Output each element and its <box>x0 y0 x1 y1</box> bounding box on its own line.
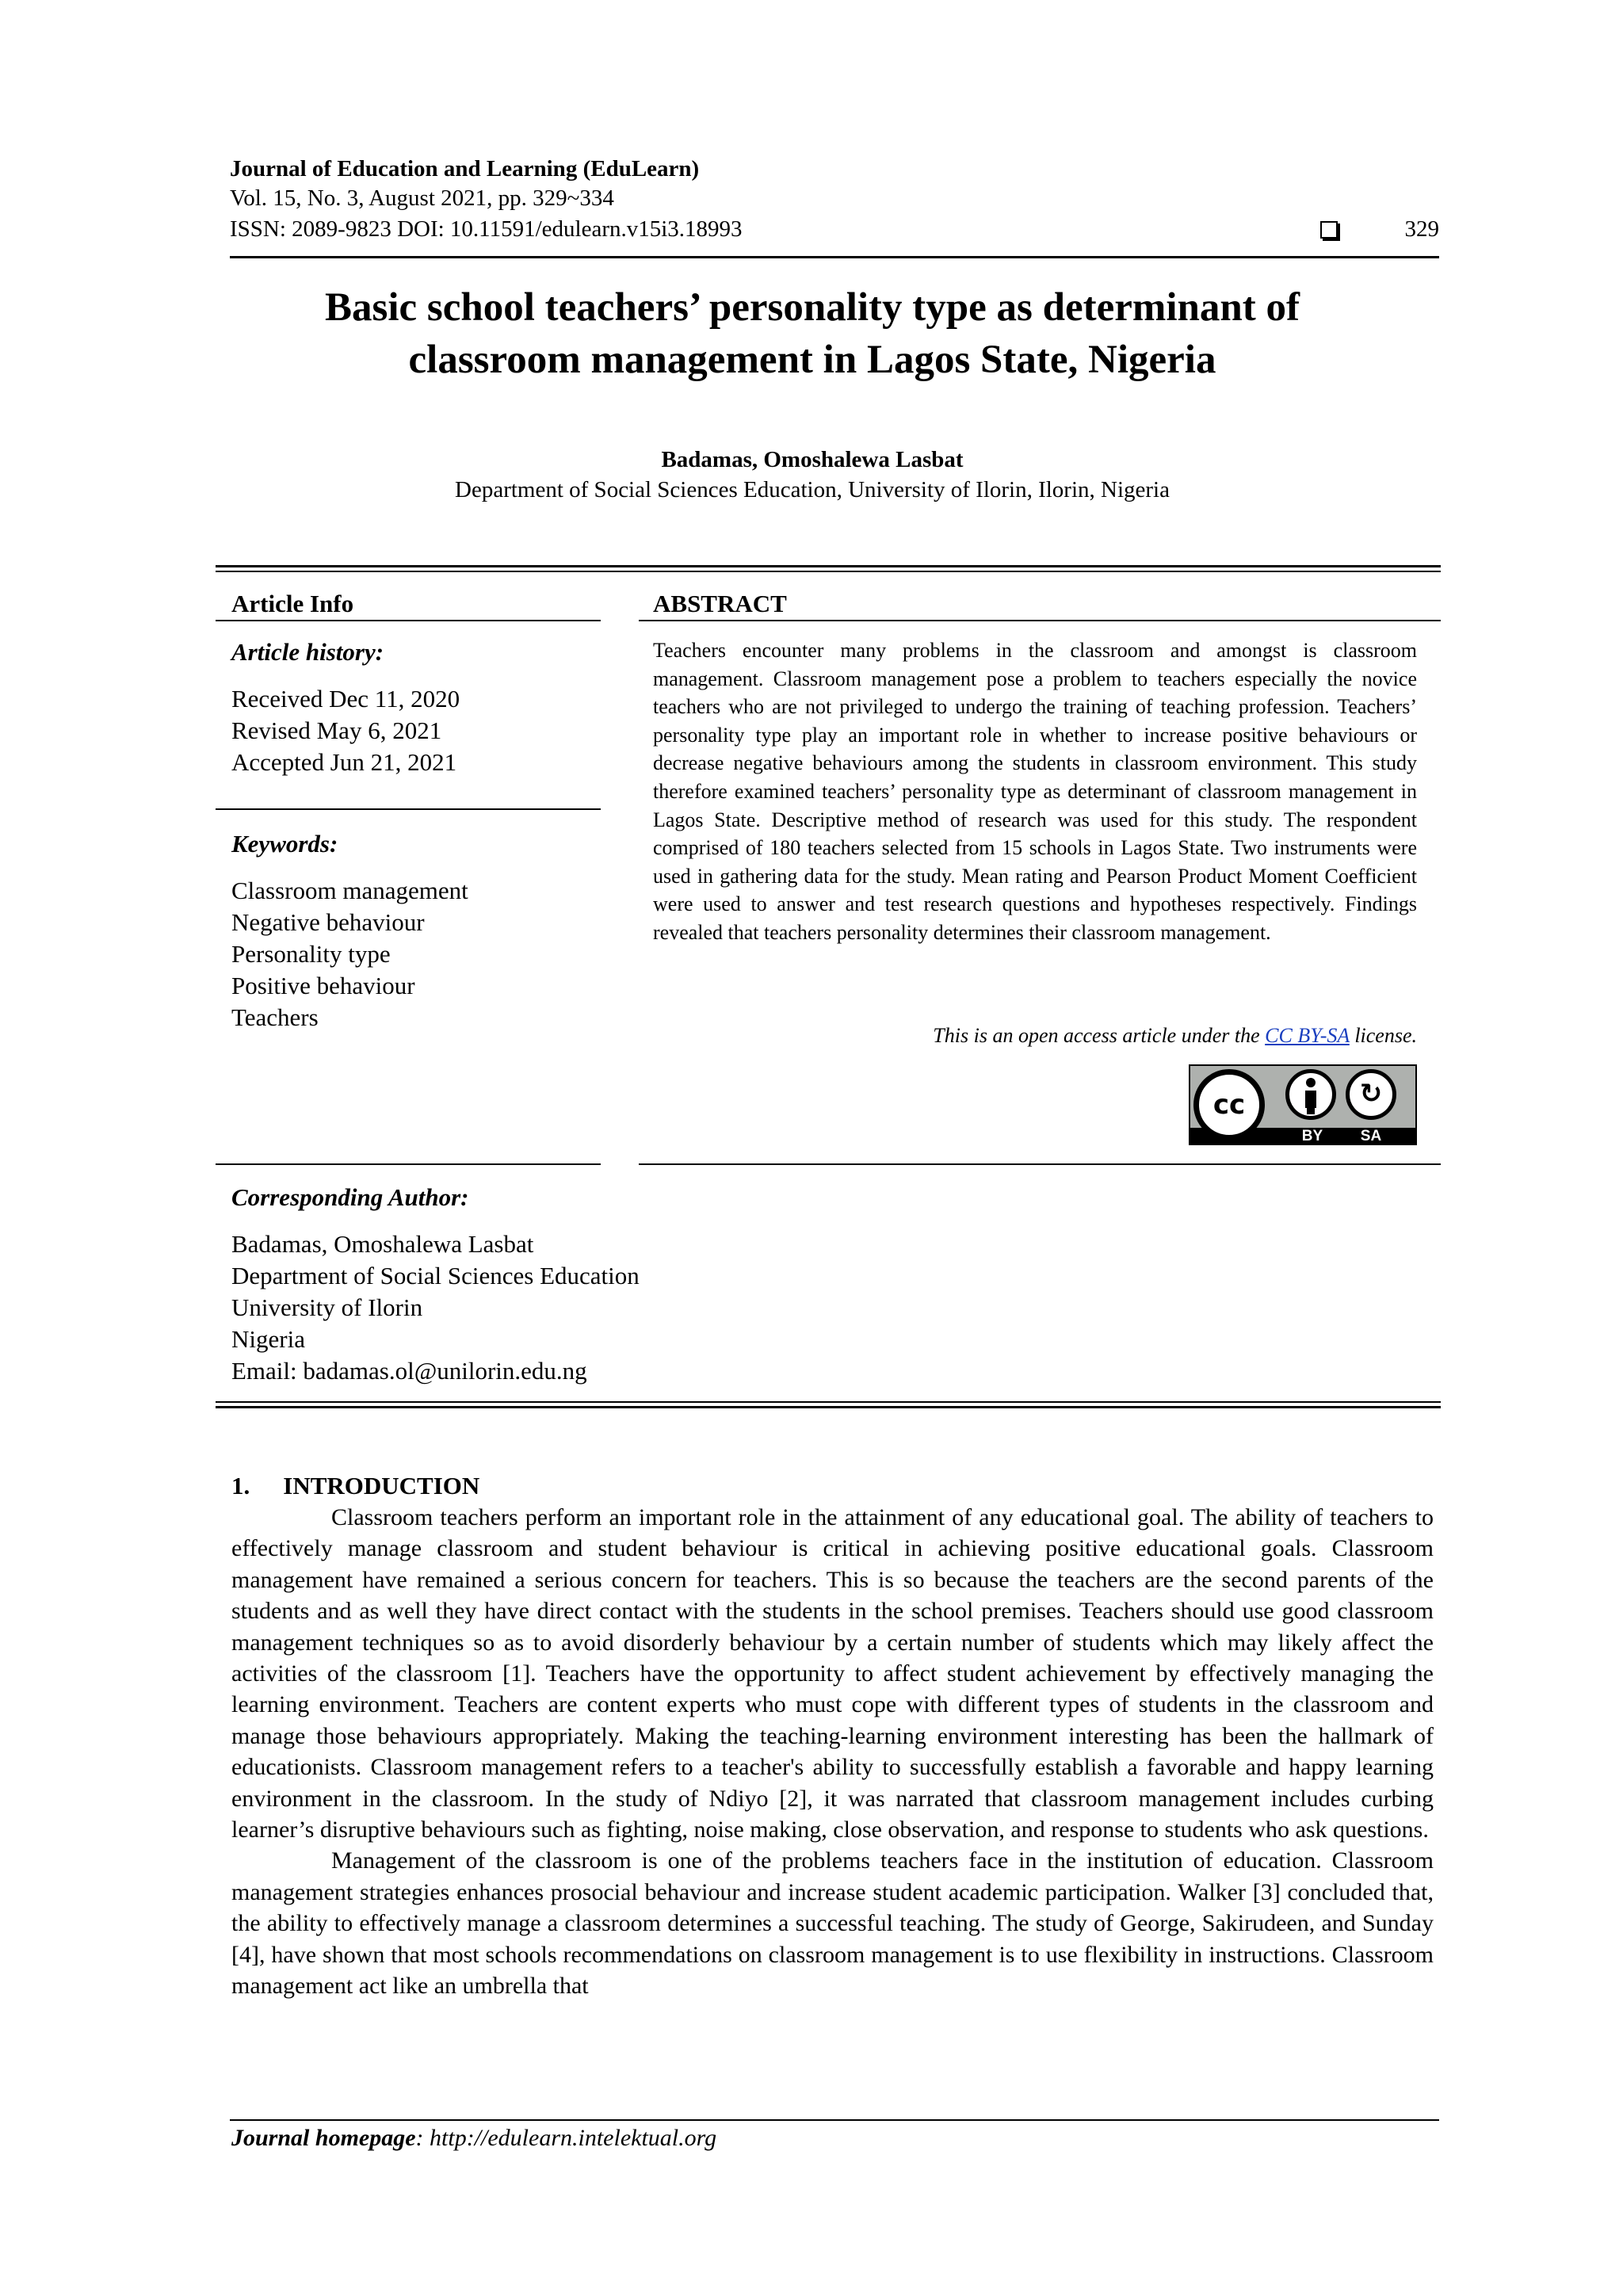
article-info-heading: Article Info <box>231 590 354 617</box>
article-info-bottom-rule <box>216 1163 601 1165</box>
cc-logo-icon: cc <box>1193 1069 1265 1140</box>
keywords-rule <box>216 808 601 810</box>
article-history-list <box>231 683 460 778</box>
abstract-text: Teachers encounter many problems in the classroom and amongst is classroom management. Classroom management pose a problem to teachers especially the novice teachers who are not privileged to undergo the training of teaching profession. Teachers’ personality type play an important role in whether to increase positive behaviours or decrease negative behaviours among the students in classroom environment. This study therefore examined teachers’ personality type as determinant of classroom management in Lagos State. Descriptive method of research was used for this study. The respondent comprised of 180 teachers selected from 15 schools in Lagos State. Two instruments were used in gathering data for the study. Mean rating and Pearson Product Moment Coefficient were used to answer and test research questions and hypotheses respectively. Findings revealed that teachers personality determines their classroom management. <box>653 639 1417 944</box>
abstract-bottom-rule <box>639 1163 1441 1165</box>
attribution-person-icon <box>1285 1069 1336 1120</box>
corresponding-university: University of Ilorin <box>231 1293 423 1321</box>
title-line-2: classroom management in Lagos State, Nigeria <box>408 338 1216 382</box>
corresponding-country: Nigeria <box>231 1325 305 1353</box>
corresponding-author-heading: Corresponding Author: <box>231 1183 469 1211</box>
info-box-top-rule-inner <box>216 571 1441 572</box>
license-prefix: This is an open access article under the <box>933 1024 1266 1047</box>
section-title: INTRODUCTION <box>283 1472 480 1499</box>
section-heading-introduction <box>231 1470 479 1502</box>
homepage-label: Journal homepage <box>231 2125 416 2151</box>
article-info-rule <box>216 620 601 621</box>
body-paragraph: Management of the classroom is one of the problems teachers face in the institution of education. Classroom management strategies enhances prosocial behaviour and increase student academic participation. Walker [3] concluded that, the ability to effectively manage a classroom determines a successful teaching. The study of George, Sakirudeen, and Sunday [4], have shown that most schools recommendations on classroom management is to use flexibility in instructions. Classroom management act like an umbrella that <box>231 1847 1434 2000</box>
author-name: Badamas, Omoshalewa Lasbat <box>661 447 964 472</box>
introduction-body <box>231 1502 1434 2002</box>
journal-homepage <box>231 2124 716 2153</box>
history-revised: Revised May 6, 2021 <box>231 716 442 744</box>
article-history-heading: Article history: <box>231 638 384 666</box>
corresponding-author-details <box>231 1228 640 1387</box>
keyword-item: Negative behaviour <box>231 908 425 936</box>
volume-info: Vol. 15, No. 3, August 2021, pp. 329~334 <box>230 185 614 211</box>
license-link[interactable]: CC BY-SA <box>1265 1024 1350 1047</box>
keyword-item: Teachers <box>231 1003 319 1031</box>
badge-sa-label: SA <box>1360 1128 1382 1144</box>
corresponding-email: Email: badamas.ol@unilorin.edu.ng <box>231 1357 587 1385</box>
keyword-item: Positive behaviour <box>231 972 415 999</box>
paper-title <box>230 281 1395 386</box>
license-statement <box>653 1022 1417 1049</box>
info-box-top-rule <box>216 565 1441 567</box>
header-rule <box>230 256 1439 258</box>
journal-name: Journal of Education and Learning (EduLearn) <box>230 156 700 181</box>
issn-doi: ISSN: 2089-9823 DOI: 10.11591/edulearn.v15i3.18993 <box>230 216 743 242</box>
author-affiliation: Department of Social Sciences Education, University of Ilorin, Ilorin, Nigeria <box>455 477 1170 502</box>
keyword-item: Personality type <box>231 940 391 968</box>
homepage-separator: : <box>415 2125 430 2151</box>
cc-by-sa-badge[interactable] <box>1189 1064 1417 1145</box>
corresponding-name: Badamas, Omoshalewa Lasbat <box>231 1230 534 1258</box>
corresponding-department: Department of Social Sciences Education <box>231 1262 640 1289</box>
keywords-list <box>231 875 468 1033</box>
abstract-rule <box>639 620 1441 621</box>
section-number: 1. <box>231 1472 250 1499</box>
homepage-url[interactable]: http://edulearn.intelektual.org <box>430 2125 717 2151</box>
keywords-heading: Keywords: <box>231 830 338 858</box>
share-alike-icon: ↻ <box>1346 1069 1396 1120</box>
checkbox-square-icon <box>1320 221 1338 239</box>
page-number: 329 <box>1404 216 1439 242</box>
info-box-bottom-rule-inner <box>216 1401 1441 1403</box>
license-suffix: license. <box>1349 1024 1417 1047</box>
keyword-item: Classroom management <box>231 877 468 904</box>
info-box-bottom-rule <box>216 1406 1441 1408</box>
history-accepted: Accepted Jun 21, 2021 <box>231 748 457 776</box>
body-paragraph: Classroom teachers perform an important role in the attainment of any educational goal. The ability of teachers to effectively manage classroom and student behaviour is critical in achieving positive educational goals. Classroom management have remained a serious concern for teachers. This is so because the teachers are the second parents of the students and as well they have direct contact with the students in the school premises. Teachers should use good classroom management techniques so as to avoid disorderly behaviour by a certain number of students which may likely affect the activities of the classroom [1]. Teachers have the opportunity to affect student achievement by effectively managing the learning environment. Teachers are content experts who must cope with different types of students in the classroom and manage those behaviours appropriately. Making the teaching-learning environment interesting has been the hallmark of educationists. Classroom management refers to a teacher's ability to successfully establish a favorable and happy learning environment in the classroom. In the study of Ndiyo [2], it was narrated that classroom management includes curbing learner’s disruptive behaviours such as fighting, noise making, close observation, and response to students who ask questions. <box>231 1504 1434 1843</box>
abstract-heading: ABSTRACT <box>653 590 787 617</box>
title-line-1: Basic school teachers’ personality type as determinant of <box>325 285 1300 330</box>
badge-by-label: BY <box>1301 1128 1323 1144</box>
history-received: Received Dec 11, 2020 <box>231 685 460 712</box>
footer-rule <box>230 2119 1439 2121</box>
